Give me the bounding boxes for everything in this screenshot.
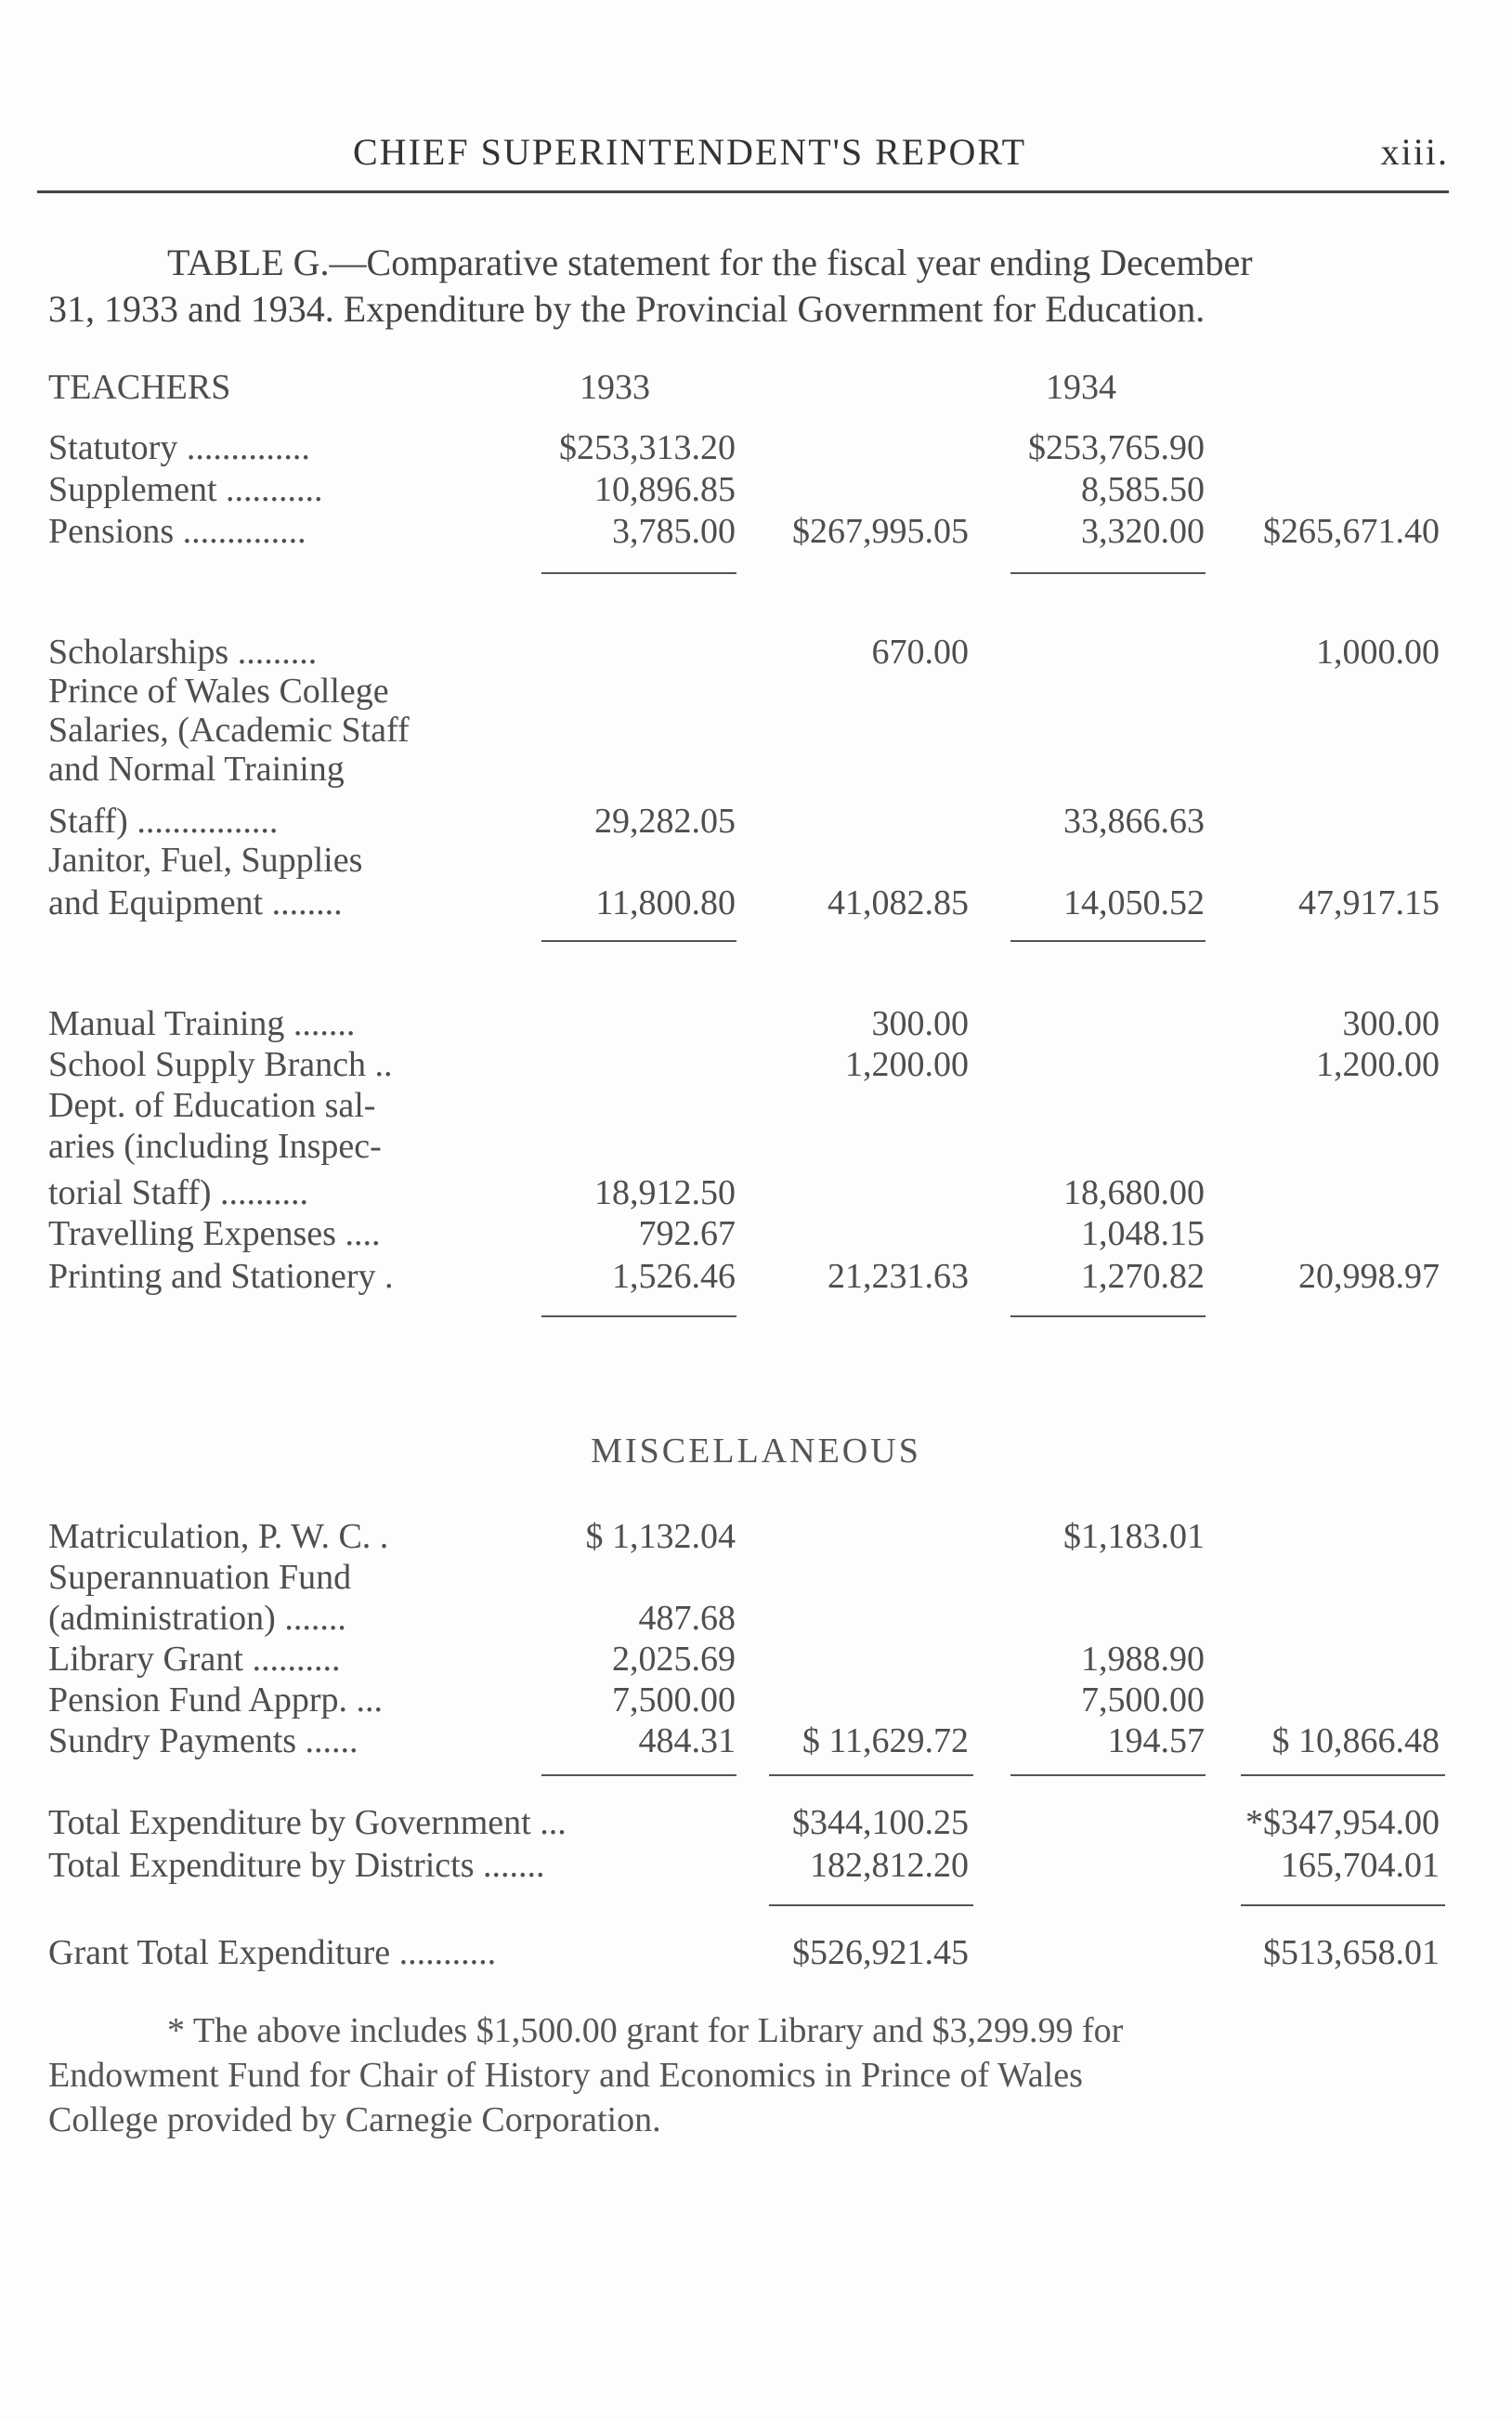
subtotal-rule	[541, 940, 736, 942]
total-1934: *$347,954.00	[1245, 1803, 1440, 1842]
cell-1934-item: 1,988.90	[1081, 1640, 1205, 1679]
cell-1933-item: 10,896.85	[594, 470, 736, 509]
row-label: Supplement ...........	[48, 470, 323, 509]
table-row	[0, 1557, 1512, 1600]
row-label: Scholarships .........	[48, 633, 318, 672]
row-label: Manual Training .......	[48, 1004, 356, 1043]
table-row	[0, 801, 1512, 843]
page-title: CHIEF SUPERINTENDENT'S REPORT	[353, 131, 1027, 173]
table-row	[0, 1172, 1512, 1215]
cell-1933-item: 1,526.46	[612, 1257, 736, 1296]
cell-1934-item: 1,048.15	[1081, 1214, 1205, 1253]
row-label: Prince of Wales College	[48, 672, 389, 711]
section-heading-teachers: TEACHERS	[48, 368, 231, 407]
total-rule	[1241, 1904, 1445, 1906]
cell-1933-subtotal: 1,200.00	[845, 1045, 969, 1084]
footnote	[48, 2008, 1440, 2142]
row-label: Sundry Payments ......	[48, 1721, 358, 1760]
total-1933: 182,812.20	[810, 1846, 969, 1885]
cell-1933-item: 11,800.80	[595, 883, 736, 922]
table-row	[0, 840, 1512, 883]
table-row	[0, 1720, 1512, 1763]
row-label: Travelling Expenses ....	[48, 1214, 381, 1253]
cell-1933-item: $ 1,132.04	[585, 1517, 736, 1556]
cell-1933-item: 29,282.05	[594, 802, 736, 841]
cell-1933-item: 7,500.00	[612, 1680, 736, 1719]
table-row	[0, 1680, 1512, 1722]
total-1934: 165,704.01	[1281, 1846, 1440, 1885]
cell-1934-subtotal: $265,671.40	[1263, 512, 1440, 551]
row-label: Salaries, (Academic Staff	[48, 711, 410, 750]
cell-1934-item: 8,585.50	[1081, 470, 1205, 509]
row-label: Janitor, Fuel, Supplies	[48, 841, 363, 880]
cell-1934-item: 3,320.00	[1081, 512, 1205, 551]
row-label: (administration) .......	[48, 1599, 346, 1638]
cell-1934-subtotal: 1,200.00	[1316, 1045, 1440, 1084]
row-label: Dept. of Education sal-	[48, 1086, 376, 1125]
cell-1933-subtotal: 21,231.63	[828, 1257, 969, 1296]
table-row	[0, 427, 1512, 470]
table-row	[0, 511, 1512, 554]
cell-1934-item: 14,050.52	[1063, 883, 1205, 922]
grand-total-label: Grant Total Expenditure ...........	[48, 1933, 497, 1972]
header-rule	[37, 190, 1449, 193]
table-row	[0, 469, 1512, 512]
cell-1934-subtotal: 1,000.00	[1316, 633, 1440, 672]
cell-1934-item: 7,500.00	[1081, 1680, 1205, 1719]
row-label: Pensions ..............	[48, 512, 306, 551]
cell-1934-subtotal: $ 10,866.48	[1271, 1721, 1440, 1760]
cell-1934-subtotal: 47,917.15	[1298, 883, 1440, 922]
table-row	[0, 1598, 1512, 1641]
row-label: and Equipment ........	[48, 883, 343, 922]
table-row	[0, 883, 1512, 925]
cell-1933-subtotal: 41,082.85	[828, 883, 969, 922]
running-header	[353, 130, 1449, 177]
cell-1933-item: 487.68	[638, 1599, 736, 1638]
row-label: Pension Fund Apprp. ...	[48, 1680, 383, 1719]
cell-1933-item: 484.31	[638, 1721, 736, 1760]
table-row	[0, 1085, 1512, 1128]
caption-line: 31, 1933 and 1934. Expenditure by the Provincial Government for Education.	[48, 288, 1206, 330]
cell-1933-item: 2,025.69	[612, 1640, 736, 1679]
cell-1933-item: 18,912.50	[594, 1173, 736, 1212]
table-row	[0, 1126, 1512, 1169]
cell-1933-subtotal: 670.00	[871, 633, 969, 672]
year-1934-header: 1934	[1046, 368, 1116, 407]
cell-1933-subtotal: $267,995.05	[792, 512, 969, 551]
cell-1934-item: 18,680.00	[1063, 1173, 1205, 1212]
total-rule	[769, 1904, 973, 1906]
table-caption	[48, 240, 1440, 333]
subtotal-rule	[1010, 940, 1206, 942]
grand-total-1933: $526,921.45	[792, 1933, 969, 1972]
cell-1933-item: 3,785.00	[612, 512, 736, 551]
cell-1933-subtotal: 300.00	[871, 1004, 969, 1043]
subtotal-rule	[1241, 1774, 1445, 1776]
column-header-row	[0, 367, 1512, 410]
table-row	[0, 1213, 1512, 1256]
table-row	[0, 1044, 1512, 1087]
grand-total-1934: $513,658.01	[1263, 1933, 1440, 1972]
cell-1933-item: 792.67	[638, 1214, 736, 1253]
page-number: xiii.	[1380, 131, 1449, 173]
row-label: Printing and Stationery .	[48, 1257, 394, 1296]
cell-1934-subtotal: 300.00	[1342, 1004, 1440, 1043]
total-label: Total Expenditure by Districts .......	[48, 1846, 545, 1885]
subtotal-rule	[541, 1315, 736, 1317]
row-label: torial Staff) ..........	[48, 1173, 309, 1212]
row-label: Matriculation, P. W. C. .	[48, 1517, 389, 1556]
table-row	[0, 1256, 1512, 1299]
subtotal-rule	[1010, 1315, 1206, 1317]
cell-1933-item: $253,313.20	[559, 428, 736, 467]
row-label: Superannuation Fund	[48, 1558, 352, 1597]
table-row	[0, 1639, 1512, 1681]
table-row	[0, 710, 1512, 752]
year-1933-header: 1933	[580, 368, 650, 407]
cell-1934-item: $1,183.01	[1063, 1517, 1205, 1556]
cell-1934-item: 194.57	[1107, 1721, 1205, 1760]
total-1933: $344,100.25	[792, 1803, 969, 1842]
total-row	[0, 1845, 1512, 1888]
row-label: School Supply Branch ..	[48, 1045, 393, 1084]
cell-1934-item: 33,866.63	[1063, 802, 1205, 841]
grand-total-row	[0, 1932, 1512, 1975]
row-label: Statutory ..............	[48, 428, 310, 467]
table-row	[0, 1516, 1512, 1559]
subtotal-rule	[1010, 1774, 1206, 1776]
subtotal-rule	[769, 1774, 973, 1776]
total-label: Total Expenditure by Government ...	[48, 1803, 567, 1842]
cell-1934-item: 1,270.82	[1081, 1257, 1205, 1296]
subtotal-rule	[541, 572, 736, 574]
subtotal-rule	[541, 1774, 736, 1776]
caption-line: TABLE G.—Comparative statement for the fiscal year ending December	[167, 242, 1253, 283]
cell-1934-subtotal: 20,998.97	[1298, 1257, 1440, 1296]
subtotal-rule	[1010, 572, 1206, 574]
footnote-line: College provided by Carnegie Corporation.	[48, 2100, 661, 2139]
row-label: Library Grant ..........	[48, 1640, 341, 1679]
footnote-line: * The above includes $1,500.00 grant for Library and $3,299.99 for	[167, 2011, 1124, 2050]
cell-1934-item: $253,765.90	[1028, 428, 1205, 467]
row-label: Staff) ................	[48, 802, 279, 841]
row-label: and Normal Training	[48, 750, 345, 789]
footnote-line: Endowment Fund for Chair of History and Economics in Prince of Wales	[48, 2056, 1083, 2095]
table-row	[0, 632, 1512, 674]
table-row	[0, 671, 1512, 713]
section-heading-miscellaneous: MISCELLANEOUS	[591, 1432, 921, 1471]
total-row	[0, 1802, 1512, 1845]
row-label: aries (including Inspec-	[48, 1127, 382, 1166]
cell-1933-subtotal: $ 11,629.72	[802, 1721, 969, 1760]
table-row	[0, 749, 1512, 791]
table-row	[0, 1003, 1512, 1046]
